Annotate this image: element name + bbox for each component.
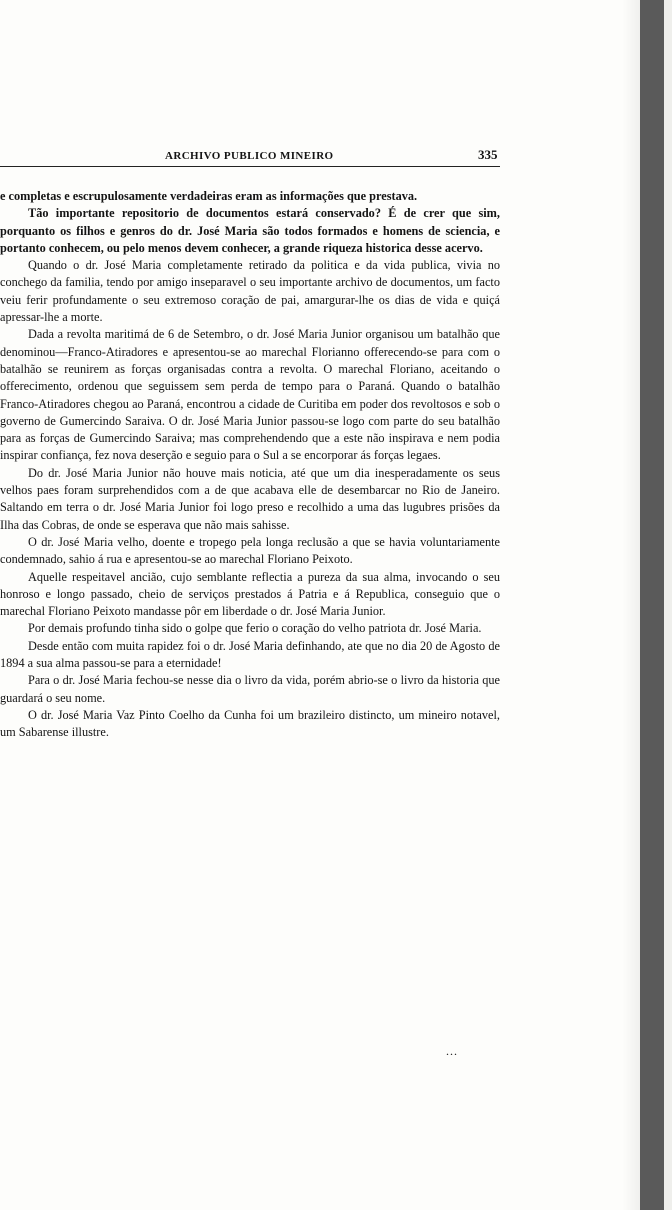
- paragraph-5: Do dr. José Maria Junior não houve mais noticia, até que um dia inesperadamente os seus velhos paes foram surprehendidos com a de que acabava elle de desembarcar no Rio de Janeiro. Saltando em terra o dr. José Maria Junior foi logo preso e recolhido a uma das lugubres prisões da Ilha das Cobras, de onde se esperava que não mais sahisse.: [0, 465, 500, 532]
- paragraph-2: Tão importante repositorio de documentos estará conservado? É de crer que sim, porquanto os filhos e genros do dr. José Maria são todos formados e homens de sciencia, e portanto conhecem, ou pelo menos devem conhecer, a grande riqueza historica desse acervo.: [0, 206, 500, 255]
- paragraph-10: Para o dr. José Maria fechou-se nesse dia o livro da vida, porém abrio-se o livro da historia que guardará o seu nome.: [0, 673, 500, 705]
- book-spine-edge: [640, 0, 664, 1210]
- paragraph-9: Desde então com muita rapidez foi o dr. José Maria definhando, ate que no dia 20 de Agosto de 1894 a sua alma passou-se para a eternidade!: [0, 638, 500, 671]
- paragraph-7: Aquelle respeitavel ancião, cujo semblante reflectia a pureza da sua alma, invocando o seu honroso e longo passado, cheio de serviços prestados á Patria e á Republica, conseguio que o marechal Floriano Peixoto mandasse pôr em liberdade o dr. José Maria Junior.: [0, 569, 500, 619]
- paragraph-1: e completas e escrupulosamente verdadeiras eram as informações que prestava.: [0, 189, 418, 203]
- end-mark: ...: [446, 1044, 458, 1058]
- scan-border: [664, 0, 672, 1210]
- paragraph-3: Quando o dr. José Maria completamente retirado da politica e da vida publica, vivia no conchego da familia, tendo por amigo inseparavel o seu importante archivo de documentos, um facto veiu ferir profundamente o seu extremoso coração de pai, amargurar-lhe os dias de vida e quiçá apressar-lhe a morte.: [0, 258, 500, 325]
- paragraph-11: O dr. José Maria Vaz Pinto Coelho da Cunha foi um brazileiro distincto, um mineiro notavel, um Sabarense illustre.: [0, 707, 500, 740]
- paragraph-6: O dr. José Maria velho, doente e tropego pela longa reclusão a que se havia voluntariamente condemnado, sahio á rua e apresentou-se ao marechal Floriano Peixoto.: [0, 534, 500, 567]
- page-number: 335: [478, 147, 498, 162]
- running-header: [0, 146, 500, 167]
- body-text: [0, 188, 500, 742]
- header-title: ARCHIVO PUBLICO MINEIRO: [165, 150, 334, 162]
- paragraph-8: Por demais profundo tinha sido o golpe que ferio o coração do velho patriota dr. José Maria.: [28, 621, 482, 636]
- paragraph-4: Dada a revolta maritimá de 6 de Setembro, o dr. José Maria Junior organisou um batalhão que denominou—Franco-Atiradores e apresentou-se ao marechal Florianno offerecendo-se para com o batalhão se reunirem as forças organisadas contra a revolta. O marechal Floriano, aceitando o offerecimento, ordenou que seguissem sem perda de tempo para o Paraná. Quando o batalhão Franco-Atiradores chegou ao Paraná, encontrou a cidade de Curitiba em poder dos revoltosos e sob o governo de Gumercindo Saraiva. O dr. José Maria Junior passou-se logo com parte do seu batalhão para as forças de Gumercindo Saraiva; mas comprehendendo que a este não inspirava e nem podia inspirar confiança, fez nova deserção e seguio para o Sul a se encorporar ás forças legaes.: [0, 327, 500, 463]
